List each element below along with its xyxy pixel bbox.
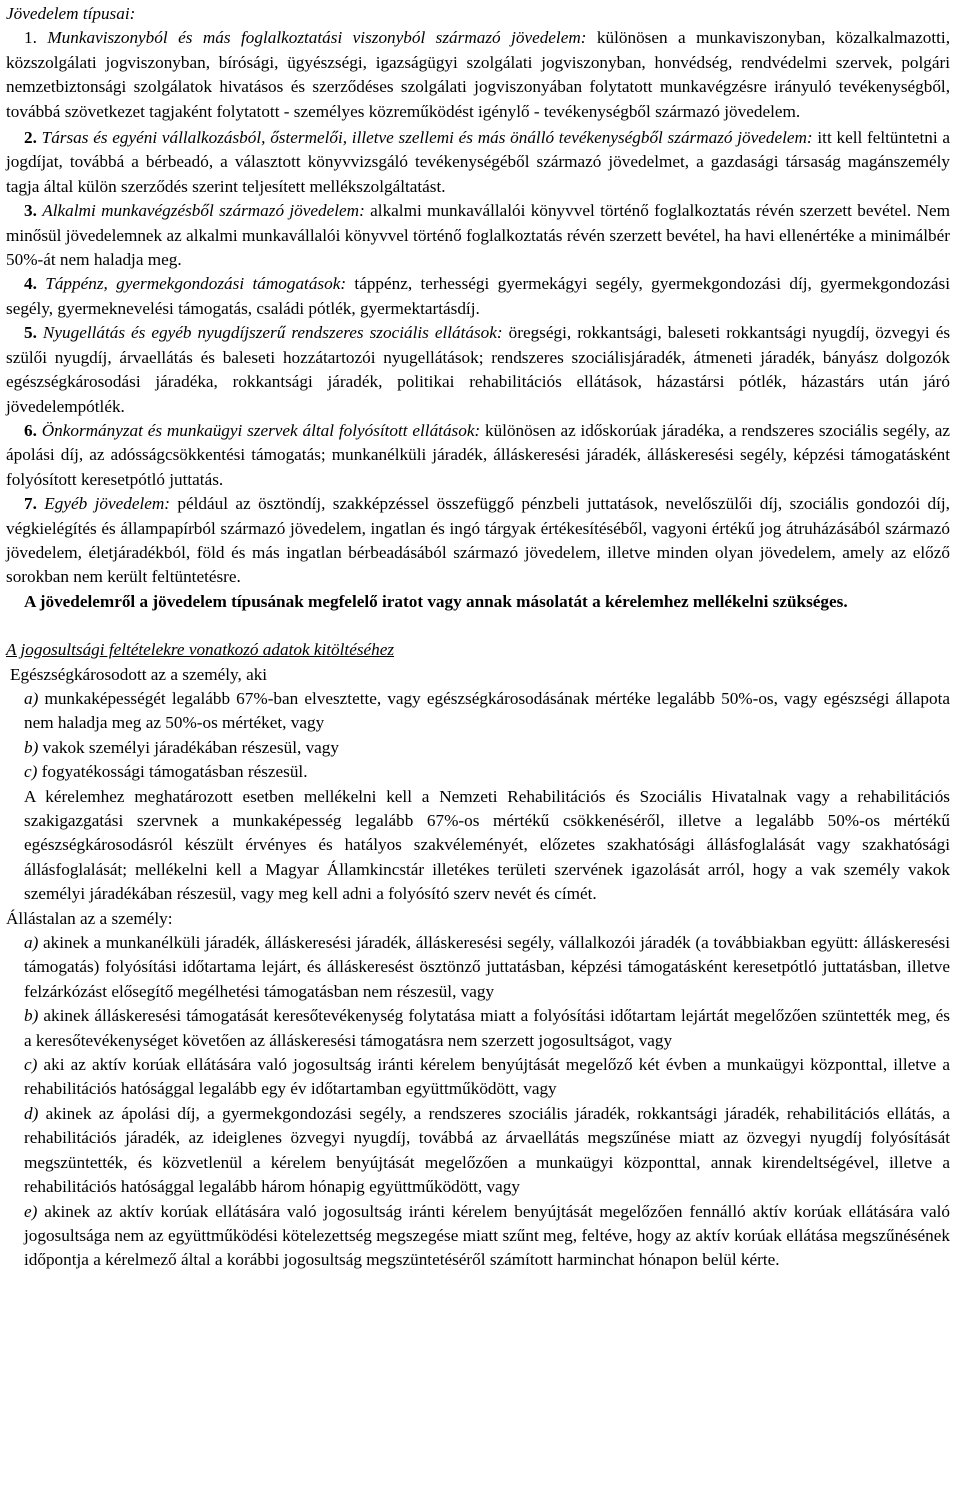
income-type-6 (6, 419, 950, 492)
item-body: különösen a munkaviszonyban, közalkalmazotti, közszolgálati jogviszonyban, bírósági, ügyészségi, igazságügyi szolgálati jogviszonyban, honvédség, rendvédelmi szervek, polgári nemzetbiztonsági szolgálatok hivatásos és szerződéses szolgálati jogviszonyában folytatott munkavégzésre irányuló tevékenységből, továbbá szövetkezet tagjaként folytatott - személyes közreműködést igénylő - tevékenységből származó jövedelem. (6, 28, 950, 121)
item-text: fogyatékossági támogatásban részesül. (37, 762, 308, 782)
item-number: 4. (24, 274, 37, 294)
unemployed-item-a (24, 931, 950, 1004)
section-heading: Jövedelem típusai: (6, 4, 136, 23)
item-body: öregségi, rokkantsági, baleseti rokkantsági nyugdíj, özvegyi és szülői nyugdíj, árvaellátás és baleseti hozzátartozói nyugellátások; rendszeres szociálisjáradék, átmeneti járadék, bányász dolgozók egészségkárosodási járadéka, rokkantsági járadék, politikai rehabilitációs ellátások, házastársi pótlék, házastárs után járó jövedelempótlék. (6, 323, 951, 416)
item-letter: e) (24, 1201, 38, 1221)
income-type-4 (6, 272, 950, 321)
item-title: Nyugellátás és egyéb nyugdíjszerű rendszeres szociális ellátások: (42, 323, 503, 343)
item-title: Önkormányzat és munkaügyi szervek által folyósított ellátások: (41, 420, 481, 440)
item-letter: b) (24, 1006, 39, 1026)
item-text: akinek az aktív korúak ellátására való jogosultság iránti kérelem benyújtását megelőzően fennálló aktív korúak ellátására való jogosultsága nem az együttműködési kötelezettség megszegése miatt szűnt meg, feltéve, hogy az aktív korúak ellátása megszűnésének időpontja a kérelmező által a korábbi jogosultság megszüntetéséről számított harminchat hónapon belül kérte. (24, 1201, 950, 1270)
unemployed-item-c (24, 1053, 950, 1102)
income-type-1 (6, 26, 950, 124)
item-body: táppénz, terhességi gyermekágyi segély, gyermekgondozási díj, gyermekgondozási segély, gyermeknevelési támogatás, családi pótlék, gyermektartásdíj. (6, 274, 950, 318)
item-body: itt kell feltüntetni a jogdíjat, továbbá a bérbeadó, a választott könyvvizsgáló tevékenységéből származó jövedelmet, a gazdasági társaság magánszemély tagja által külön szerződés szerint teljesített mellékszolgáltatást. (6, 128, 950, 196)
item-title: Táppénz, gyermekgondozási támogatások: (45, 274, 347, 294)
health-intro: Egészségkárosodott az a személy, aki (10, 664, 268, 684)
item-number: 7. (24, 494, 37, 514)
item-body: különösen az időskorúak járadéka, a rendszeres szociális segély, az ápolási díj, az adósságcsökkentési támogatás; munkanélküli járadék, álláskeresési járadék, álláskeresési segély, képzési támogatásként folyósított keresetpótló juttatás. (6, 420, 950, 489)
spacer (6, 614, 950, 638)
attachment-notice: A jövedelemről a jövedelem típusának megfelelő iratot vagy annak másolatát a kérelemhez mellékelni szükséges. (24, 591, 848, 611)
item-letter: c) (24, 1055, 38, 1075)
health-item-c (24, 760, 950, 784)
item-number: 3. (24, 201, 37, 221)
item-text: munkaképességét legalább 67%-ban elvesztette, vagy egészségkárosodásának mértéke legalább 50%-os, vagy egészségi állapota nem haladja meg az 50%-os mértéket, vagy (24, 688, 950, 733)
item-text: vakok személyi járadékában részesül, vagy (38, 737, 339, 757)
income-type-3 (6, 199, 950, 272)
item-letter: c) (24, 762, 38, 782)
item-title: Alkalmi munkavégzésből származó jövedelem: (42, 201, 365, 221)
unemployed-item-b (24, 1004, 950, 1053)
unemployed-item-e (24, 1200, 950, 1273)
item-text: akinek álláskeresési támogatását keresőtevékenység folytatása miatt a folyósítási időtartam lejártát megelőzően szüntették meg, és a keresőtevékenységet követően az álláskeresési támogatásra nem szerzett jogosultságot, vagy (24, 1006, 950, 1050)
item-letter: d) (24, 1103, 39, 1123)
item-title: Munkaviszonyból és más foglalkoztatási viszonyból származó jövedelem: (47, 28, 587, 48)
item-text: aki az aktív korúak ellátására való jogosultság iránti kérelem benyújtását megelőző két évben a munkaügyi központtal, illetve a rehabilitációs hatósággal legalább egy év időtartamban együttműködött, vagy (24, 1055, 950, 1099)
item-letter: b) (24, 737, 39, 757)
item-body: például az ösztöndíj, szakképzéssel összefüggő pénzbeli juttatások, nevelőszülői díj, szociális gondozói díj, végkielégítés és állampapírból származó jövedelem, ingatlan és ingó tárgyak értékesítéséből, vagyoni értékű jog átruházásából származó jövedelem, életjáradékból, föld és más ingatlan bérbeadásából származó jövedelem, illetve minden olyan jövedelem, amely az előző sorokban nem került feltüntetésre. (6, 494, 950, 587)
health-item-b (24, 736, 950, 760)
income-type-5 (6, 321, 950, 419)
income-type-7 (6, 492, 950, 590)
item-letter: a) (24, 933, 39, 953)
eligibility-section-title: A jogosultsági feltételekre vonatkozó adatok kitöltéséhez (6, 640, 395, 660)
health-conditions-list (6, 687, 950, 907)
unemployed-conditions-list (6, 931, 950, 1273)
unemployed-intro: Állástalan az a személy: (6, 908, 173, 928)
item-number: 1. (24, 28, 37, 48)
unemployed-item-d (24, 1102, 950, 1200)
income-type-2 (6, 126, 950, 199)
item-text: akinek a munkanélküli járadék, álláskeresési járadék, álláskeresési segély, vállalkozói járadék (a továbbiakban együtt: álláskeresési támogatás) folyósítási időtartama lejárt, és álláskeresést ösztönző juttatásban, képzési támogatásként keresetpótló juttatásban, illetve felzárkózást elősegítő megélhetési támogatásban nem részesül, vagy (24, 933, 950, 1001)
item-title: Társas és egyéni vállalkozásból, őstermelői, illetve szellemi és más önálló tevékenységből származó jövedelem: (41, 128, 813, 148)
item-title: Egyéb jövedelem: (44, 494, 171, 514)
health-note: A kérelemhez meghatározott esetben mellékelni kell a Nemzeti Rehabilitációs és Szociális Hivatalnak vagy a rehabilitációs szakigazgatási szervnek a munkaképesség legalább 67%-os mértékű csökkenéséről, illetve a legalább 50%-os mértékű egészségkárosodásról készült érvényes és hatályos szakvéleményét, előzetes szakhatósági állásfoglalását vagy szakhatósági állásfoglalását; mellékelni kell a Magyar Államkincstár illetékes területi szervének igazolását arról, hogy a vak személy vakok személyi járadékában részesül, vagy meg kell adni a folyósító szerv nevét és címét. (24, 786, 950, 904)
item-text: akinek az ápolási díj, a gyermekgondozási segély, a rendszeres szociális járadék, rokkantsági járadék, rehabilitációs ellátás, a rehabilitációs járadék, az ideiglenes özvegyi nyugdíj, továbbá az árvaellátás megszűnése miatt az özvegyi nyugdíj folyósítását megszüntették, és közvetlenül a kérelem benyújtását megelőzően a munkaügyi központtal, annak kirendeltségével, illetve a rehabilitációs hatósággal legalább három hónapig együttműködött, vagy (24, 1103, 950, 1197)
item-letter: a) (24, 688, 39, 708)
item-number: 5. (24, 323, 37, 343)
item-number: 6. (24, 420, 37, 440)
item-number: 2. (24, 128, 37, 148)
item-body: alkalmi munkavállalói könyvvel történő foglalkoztatás révén szerzett bevétel. Nem minősül jövedelemnek az alkalmi munkavállalói könyvvel történő foglalkoztatás révén szerzett bevétel, ha havi ellenértéke a minimálbér 50%-át nem haladja meg. (6, 201, 951, 270)
health-item-a (24, 687, 950, 736)
